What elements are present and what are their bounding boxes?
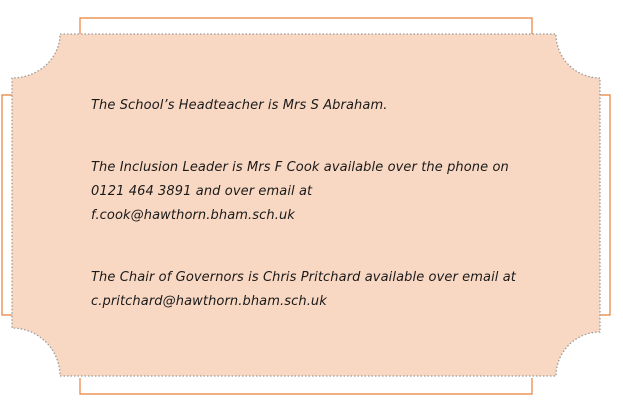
inclusion-leader-paragraph bbox=[91, 156, 561, 228]
inclusion-leader-line-2: 0121 464 3891 and over email at bbox=[91, 184, 313, 199]
inclusion-leader-line-1: The Inclusion Leader is Mrs F Cook available over the phone on bbox=[91, 160, 509, 175]
chair-of-governors-email: c.pritchard@hawthorn.bham.sch.uk bbox=[91, 294, 327, 309]
headteacher-text: The School’s Headteacher is Mrs S Abraham. bbox=[91, 98, 388, 113]
chair-of-governors-paragraph bbox=[91, 266, 561, 314]
chair-of-governors-line-1: The Chair of Governors is Chris Pritchard available over email at bbox=[91, 270, 517, 285]
inclusion-leader-email: f.cook@hawthorn.bham.sch.uk bbox=[91, 208, 295, 223]
